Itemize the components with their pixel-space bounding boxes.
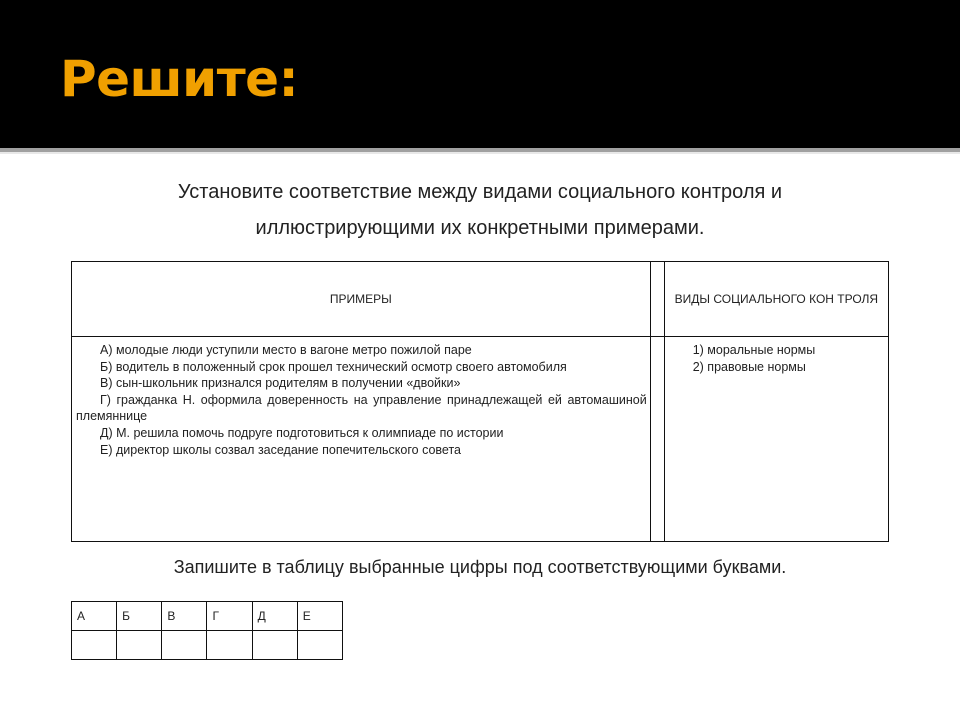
answer-letters-row — [72, 602, 343, 631]
example-item-a: А) молодые люди уступили место в вагоне метро пожилой паре — [100, 343, 472, 357]
example-item-e: Е) директор школы созвал заседание попечительского совета — [100, 442, 461, 457]
matching-table-body-row — [72, 337, 889, 542]
body-gap-cell — [650, 337, 664, 542]
answer-cell-v[interactable] — [162, 631, 207, 660]
answer-letter-d: Д — [252, 602, 297, 631]
example-item-g: Г) гражданка Н. оформила доверенность на управление принадлежащей ей автомашиной племяннице — [76, 392, 647, 424]
header-examples: ПРИМЕРЫ — [72, 262, 651, 337]
matching-table-header-row — [72, 262, 889, 337]
answer-cell-e[interactable] — [297, 631, 342, 660]
types-cell — [664, 337, 888, 542]
header-gap-cell — [650, 262, 664, 337]
instruction-text: Запишите в таблицу выбранные цифры под соответствующими буквами. — [173, 557, 787, 577]
answer-cell-d[interactable] — [252, 631, 297, 660]
answer-letter-g: Г — [207, 602, 252, 631]
slide-content — [0, 154, 960, 720]
type-item-1: 1) моральные нормы — [692, 343, 816, 357]
slide-title: Решите: — [60, 50, 299, 108]
answer-cell-g[interactable] — [207, 631, 252, 660]
answer-cell-a[interactable] — [72, 631, 117, 660]
example-item-v: В) сын-школьник признался родителям в получении «двойки» — [100, 376, 461, 391]
example-item-d: Д) М. решила помочь подруге подготовиться к олимпиаде по истории — [100, 425, 504, 440]
examples-cell — [72, 337, 651, 542]
type-item-2: 2) правовые нормы — [692, 359, 806, 374]
header-types: ВИДЫ СОЦИАЛЬНОГО КОН ТРОЛЯ — [664, 262, 888, 337]
task-text: Установите соответствие между видами социального контроля и иллюстрирующими их конкретными примерами. — [177, 181, 783, 239]
answer-letter-e: Е — [297, 602, 342, 631]
title-bar — [0, 0, 960, 148]
answer-table — [71, 601, 343, 660]
matching-table — [71, 261, 889, 542]
answer-values-row — [72, 631, 343, 660]
answer-letter-a: А — [72, 602, 117, 631]
answer-cell-b[interactable] — [117, 631, 162, 660]
answer-letter-v: В — [162, 602, 207, 631]
answer-letter-b: Б — [117, 602, 162, 631]
example-item-b: Б) водитель в положенный срок прошел технический осмотр своего автомобиля — [100, 359, 567, 374]
